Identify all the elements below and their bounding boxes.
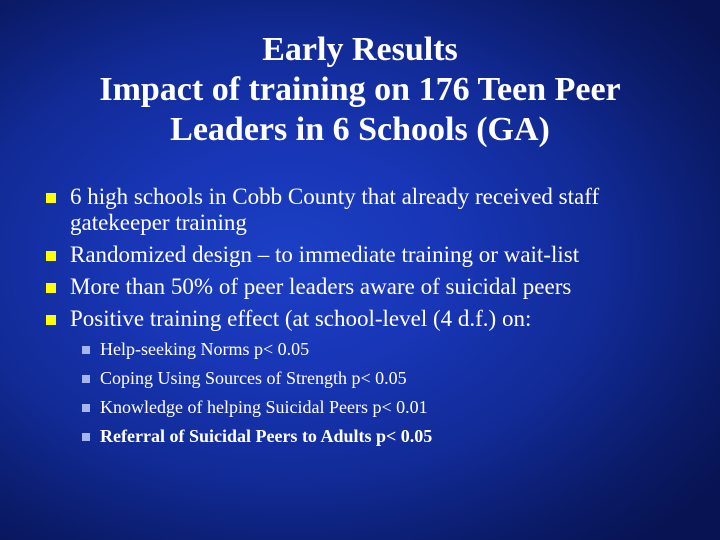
square-bullet-icon [46, 315, 56, 325]
sub-bullet-text: Knowledge of helping Suicidal Peers p< 0.01 [100, 397, 428, 417]
square-sub-bullet-icon [82, 375, 90, 383]
square-bullet-icon [46, 283, 56, 293]
bullet-text: Positive training effect (at school-level (4 d.f.) on: [70, 306, 532, 331]
bullet-text: Randomized design – to immediate training or wait-list [70, 242, 580, 267]
title-line-2: Impact of training on 176 Teen Peer [99, 71, 621, 108]
sub-bullet-item [82, 338, 686, 360]
title-line-3: Leaders in 6 Schools (GA) [170, 111, 550, 148]
square-bullet-icon [46, 193, 56, 203]
sub-bullet-item [82, 425, 686, 447]
bullet-item [46, 306, 686, 332]
title-line-1: Early Results [262, 31, 458, 68]
sub-bullet-text: Help-seeking Norms p< 0.05 [100, 339, 310, 359]
bullet-list [46, 184, 686, 454]
sub-bullet-item [82, 367, 686, 389]
square-sub-bullet-icon [82, 346, 90, 354]
square-sub-bullet-icon [82, 404, 90, 412]
sub-bullet-text: Referral of Suicidal Peers to Adults p< 0.05 [100, 426, 433, 446]
sub-bullet-text: Coping Using Sources of Strength p< 0.05 [100, 368, 407, 388]
sub-bullet-item [82, 396, 686, 418]
bullet-item [46, 274, 686, 300]
bullet-text: More than 50% of peer leaders aware of suicidal peers [70, 274, 572, 299]
slide-title [30, 30, 690, 150]
bullet-text: 6 high schools in Cobb County that already received staff gatekeeper training [70, 184, 600, 235]
square-bullet-icon [46, 251, 56, 261]
square-sub-bullet-icon [82, 433, 90, 441]
bullet-item [46, 242, 686, 268]
bullet-item [46, 184, 686, 236]
